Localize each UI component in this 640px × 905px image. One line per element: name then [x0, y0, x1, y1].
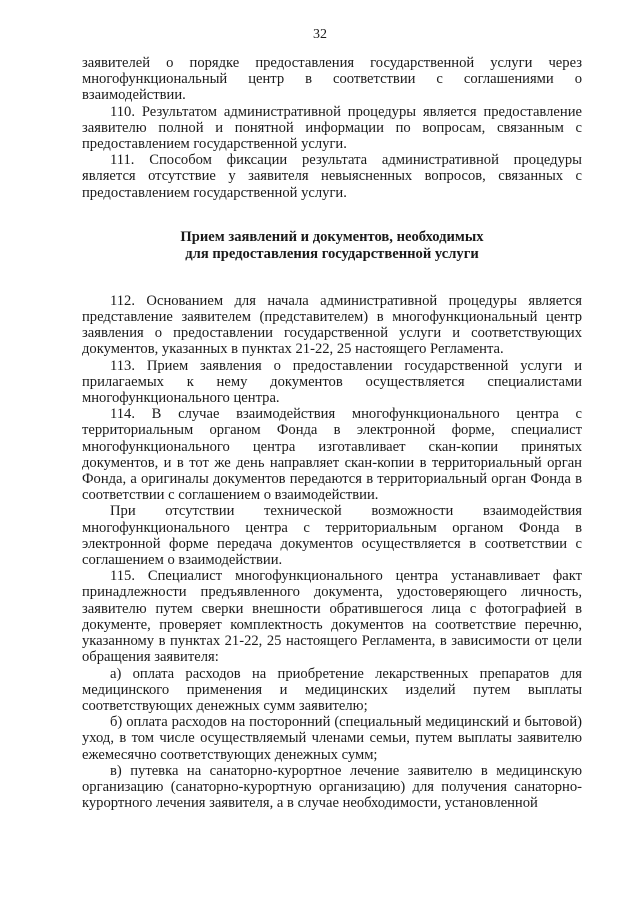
section-heading-line-2: для предоставления государственной услуги [185, 245, 479, 262]
paragraph: При отсутствии технической возможности взаимодействия многофункционального центра с территориальным органом Фонда в электронной форме передача документов осуществляется в соответствии с соглашением о взаимодействии. [82, 503, 582, 569]
document-body [82, 55, 582, 811]
paragraphs-before-heading [82, 55, 582, 201]
page-number: 32 [313, 27, 327, 42]
paragraph: 110. Результатом административной процедуры является предоставление заявителю полной и понятной информации по вопросам, связанным с предоставлением государственной услуги. [82, 103, 582, 153]
section-heading [82, 229, 582, 263]
paragraph: 112. Основанием для начала административной процедуры является представление заявителем (представителем) в многофункциональный центр заявления о предоставлении государственной услуги и соответствующих документов, указанных в пунктах 21-22, 25 настоящего Регламента. [82, 292, 582, 358]
paragraph: 114. В случае взаимодействия многофункционального центра с территориальным органом Фонда в электронной форме, специалист многофункционального центра изготавливает скан-копии принятых документов, и в тот же день направляет скан-копии в территориальный орган Фонда, а оригиналы документов передаются в территориальный орган Фонда в соответствии с соглашением о взаимодействии. [82, 406, 582, 504]
paragraph: 111. Способом фиксации результата административной процедуры является отсутствие у заявителя невыясненных вопросов, связанных с предоставлением государственной услуги. [82, 152, 582, 201]
paragraph: 113. Прием заявления о предоставлении государственной услуги и прилагаемых к нему документов осуществляется специалистами многофункционального центра. [82, 357, 582, 407]
paragraph: в) путевка на санаторно-курортное лечение заявителю в медицинскую организацию (санаторно-курортную организацию) для получения санаторно-курортного лечения заявителя, а в случае необходимости, установленной [82, 762, 582, 812]
paragraph: заявителей о порядке предоставления государственной услуги через многофункциональный центр в соответствии с соглашениями о взаимодействии. [82, 55, 582, 104]
paragraph: а) оплата расходов на приобретение лекарственных препаратов для медицинского применения и медицинских изделий путем выплаты соответствующих денежных сумм заявителю; [82, 665, 582, 714]
section-heading-line-1: Прием заявлений и документов, необходимых [180, 228, 484, 245]
paragraph: б) оплата расходов на посторонний (специальный медицинский и бытовой) уход, в том числе осуществляемый членами семьи, путем выплаты заявителю ежемесячно соответствующих денежных сумм; [82, 714, 582, 763]
paragraphs-after-heading [82, 293, 582, 812]
paragraph: 115. Специалист многофункционального центра устанавливает факт принадлежности предъявленного документа, удостоверяющего личность, заявителю путем сверки внешности обратившегося лица с фотографией в документе, проверяет комплектность документов на соответствие перечню, указанному в пунктах 21-22, 25 настоящего Регламента, в зависимости от цели обращения заявителя: [82, 568, 582, 666]
